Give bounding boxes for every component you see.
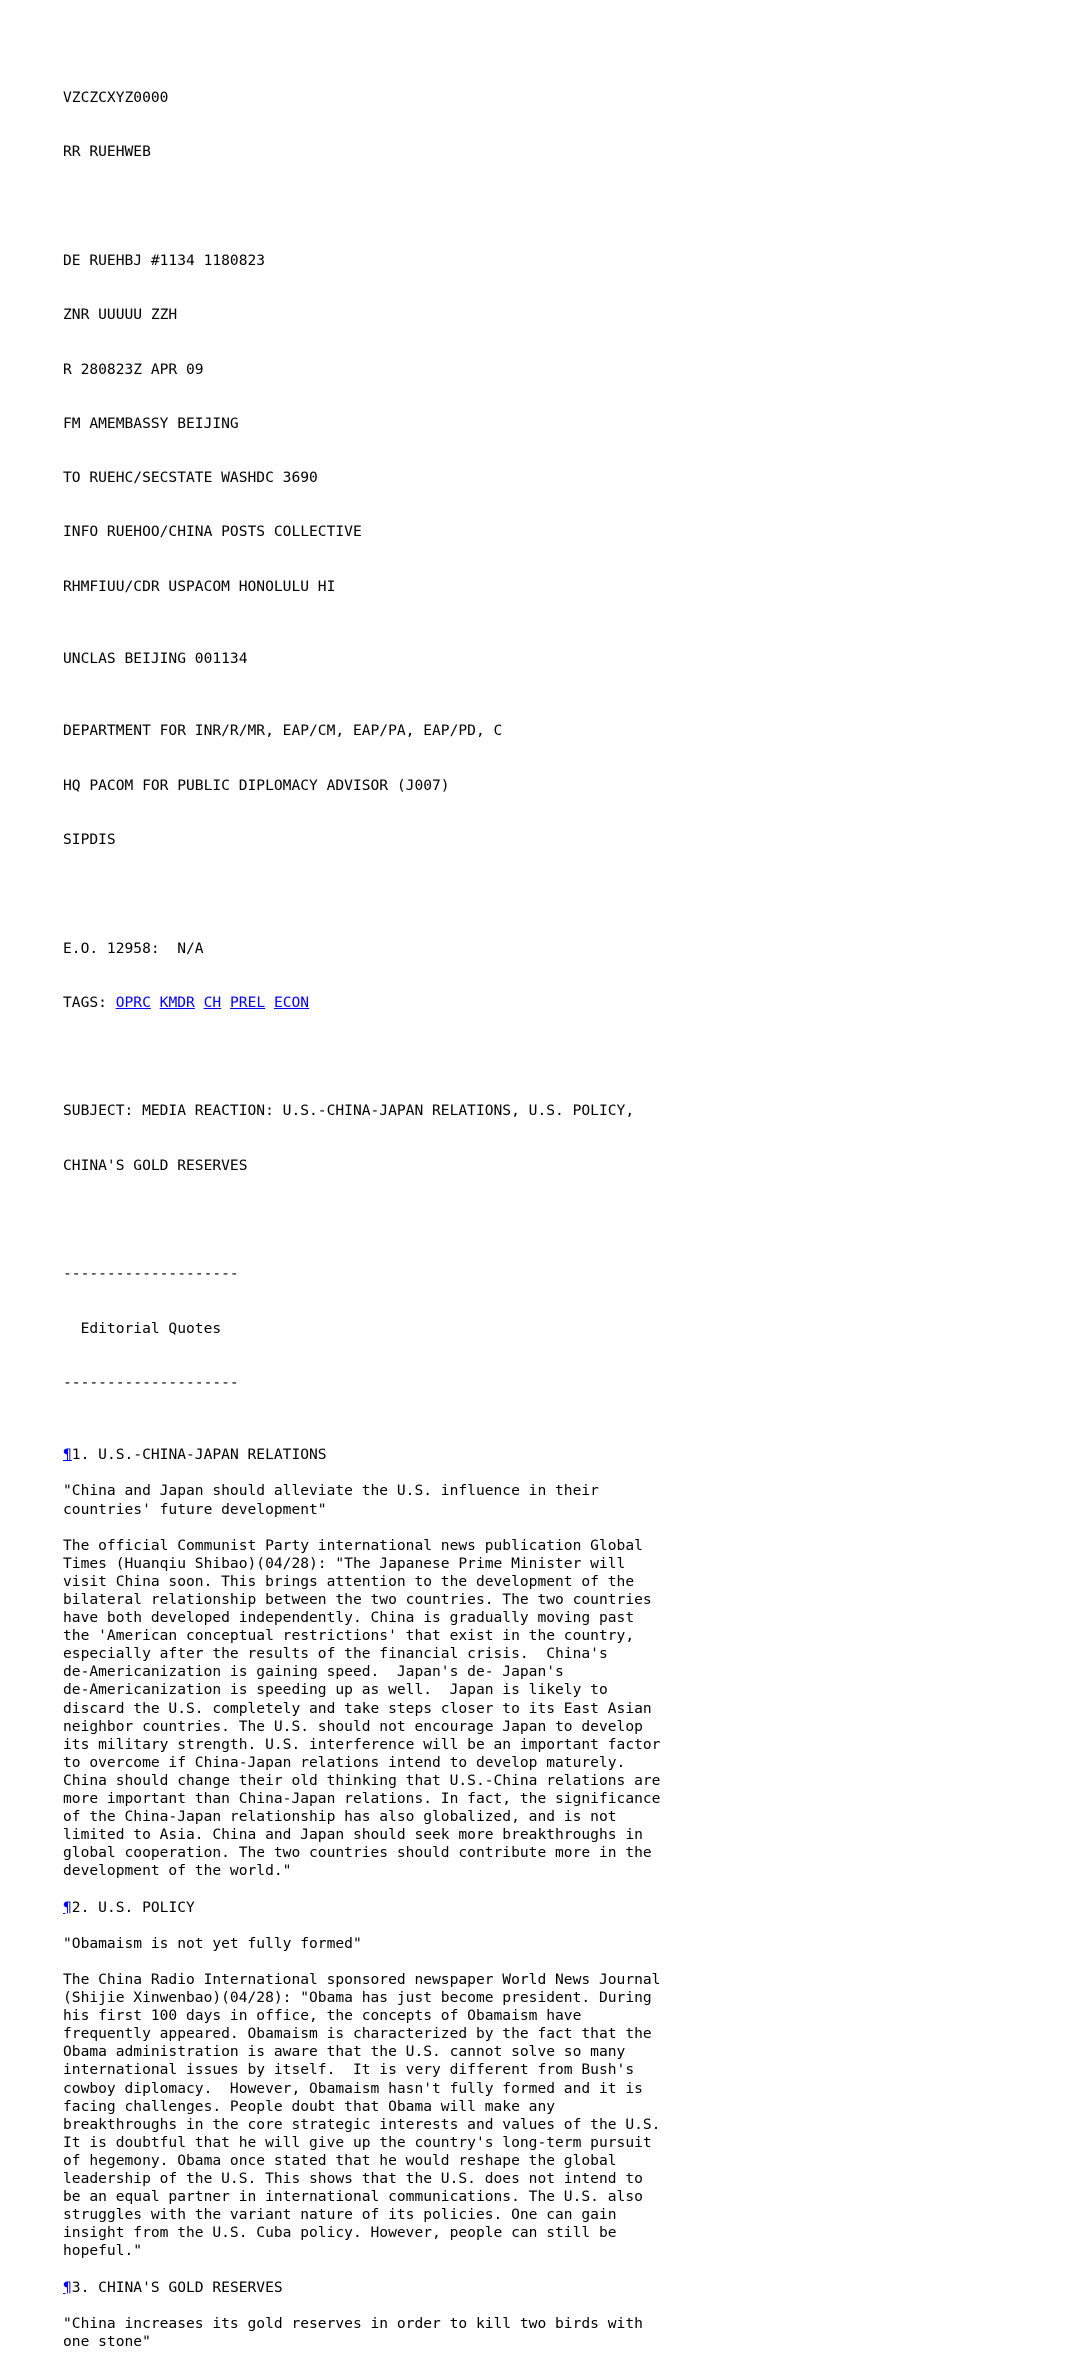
body-line: (Shijie Xinwenbao)(04/28): "Obama has just become president. During (63, 1989, 652, 2007)
body-line: visit China soon. This brings attention to the development of the (63, 1572, 635, 1590)
body-line: bilateral relationship between the two countries. The two countries (63, 1590, 652, 1608)
section-heading-2 (63, 1899, 1053, 1917)
body-line: development of the world." (63, 1862, 292, 1880)
body-line: China should change their old thinking that U.S.-China relations are (63, 1771, 661, 1789)
section-body-2 (63, 1971, 1053, 2261)
section-quote-1 (63, 1482, 1053, 1518)
body-line: have both developed independently. China is gradually moving past (63, 1609, 635, 1627)
body-line: global cooperation. The two countries should contribute more in the (63, 1844, 652, 1862)
tags-label: TAGS: (63, 993, 116, 1011)
eo-tags-block (63, 903, 1053, 1048)
sections-container (63, 1446, 1053, 2351)
section-quote-2 (63, 1935, 1053, 1953)
routing-line: INFO RUEHOO/CHINA POSTS COLLECTIVE (63, 523, 362, 541)
body-line: more important than China-Japan relations. In fact, the significance (63, 1790, 661, 1807)
divider-rule: -------------------- (63, 1373, 239, 1391)
body-line: insight from the U.S. Cuba policy. However, people can still be (63, 2224, 617, 2242)
routing-line: TO RUEHC/SECSTATE WASHDC 3690 (63, 469, 318, 487)
body-line: breakthroughs in the core strategic interests and values of the U.S. (63, 2115, 661, 2133)
cable-document (63, 53, 1053, 2369)
quote-line: countries' future development" (63, 1500, 327, 1518)
distribution-block (63, 686, 1053, 885)
paragraph-anchor-link[interactable]: ¶ (63, 1446, 72, 1464)
body-line: de-Americanization is gaining speed. Japan's de- Japan's (63, 1663, 564, 1681)
editorial-header (63, 1229, 1053, 1428)
distribution-line: SIPDIS (63, 831, 116, 849)
body-line: The China Radio International sponsored newspaper World News Journal (63, 1970, 661, 1988)
tag-link-econ[interactable]: ECON (273, 993, 310, 1011)
tags-line (63, 994, 1053, 1012)
body-line: neighbor countries. The U.S. should not encourage Japan to develop (63, 1717, 643, 1735)
body-line: The official Communist Party international news publication Global (63, 1536, 643, 1554)
body-line: its military strength. U.S. interference will be an important factor (63, 1735, 661, 1753)
routing-line: FM AMEMBASSY BEIJING (63, 414, 239, 432)
header-block (63, 53, 1053, 198)
quote-line: one stone" (63, 2332, 151, 2350)
quote-line: "China and Japan should alleviate the U.S. influence in their (63, 1482, 599, 1500)
body-line: It is doubtful that he will give up the country's long-term pursuit (63, 2133, 652, 2151)
body-line: limited to Asia. China and Japan should seek more breakthroughs in (63, 1826, 643, 1844)
body-line: leadership of the U.S. This shows that the U.S. does not intend to (63, 2169, 643, 2187)
section-heading-text: 1. U.S.-CHINA-JAPAN RELATIONS (71, 1446, 327, 1464)
routing-line: ZNR UUUUU ZZH (63, 306, 178, 324)
subject-line: CHINA'S GOLD RESERVES (63, 1156, 248, 1174)
body-line: facing challenges. People doubt that Obama will make any (63, 2097, 556, 2115)
section-heading-1 (63, 1446, 1053, 1464)
editorial-title: Editorial Quotes (63, 1319, 222, 1337)
routing-line: R 280823Z APR 09 (63, 360, 204, 378)
tag-link-kmdr[interactable]: KMDR (159, 993, 195, 1011)
header-line: RR RUEHWEB (63, 143, 151, 161)
header-line: VZCZCXYZ0000 (63, 89, 169, 107)
section-heading-3 (63, 2279, 1053, 2297)
tag-link-oprc[interactable]: OPRC (115, 993, 151, 1011)
body-line: Obama administration is aware that the U.S. cannot solve so many (63, 2043, 626, 2061)
body-line: of the China-Japan relationship has also globalized, and is not (63, 1808, 617, 1826)
routing-block (63, 216, 1053, 632)
section-quote-3 (63, 2315, 1053, 2351)
body-line: be an equal partner in international communications. The U.S. also (63, 2188, 643, 2206)
classification-line: UNCLAS BEIJING 001134 (63, 650, 248, 668)
routing-line: RHMFIUU/CDR USPACOM HONOLULU HI (63, 577, 336, 595)
body-line: de-Americanization is speeding up as well. Japan is likely to (63, 1681, 608, 1699)
distribution-line: HQ PACOM FOR PUBLIC DIPLOMACY ADVISOR (J007) (63, 776, 450, 794)
body-line: frequently appeared. Obamaism is characterized by the fact that the (63, 2025, 652, 2043)
eo-line: E.O. 12958: N/A (63, 939, 204, 957)
tag-link-ch[interactable]: CH (203, 993, 222, 1011)
section-body-1 (63, 1537, 1053, 1881)
distribution-line: DEPARTMENT FOR INR/R/MR, EAP/CM, EAP/PA, EAP/PD, C (63, 722, 503, 740)
section-heading-text: 3. CHINA'S GOLD RESERVES (71, 2278, 283, 2296)
body-line: the 'American conceptual restrictions' that exist in the country, (63, 1627, 635, 1645)
paragraph-anchor-link[interactable]: ¶ (63, 2278, 72, 2296)
subject-line: SUBJECT: MEDIA REACTION: U.S.-CHINA-JAPAN RELATIONS, U.S. POLICY, (63, 1102, 635, 1120)
paragraph-anchor-link[interactable]: ¶ (63, 1898, 72, 1916)
divider-rule: -------------------- (63, 1265, 239, 1283)
body-line: hopeful." (63, 2242, 143, 2260)
body-line: international issues by itself. It is very different from Bush's (63, 2061, 635, 2079)
body-line: his first 100 days in office, the concepts of Obamaism have (63, 2007, 582, 2025)
section-heading-text: 2. U.S. POLICY (71, 1898, 195, 1916)
body-line: to overcome if China-Japan relations intend to develop maturely. (63, 1753, 626, 1771)
body-line: Times (Huanqiu Shibao)(04/28): "The Japanese Prime Minister will (63, 1554, 626, 1572)
routing-line: DE RUEHBJ #1134 1180823 (63, 252, 266, 270)
body-line: especially after the results of the financial crisis. China's (63, 1645, 608, 1663)
tag-link-prel[interactable]: PREL (230, 993, 266, 1011)
body-line: of hegemony. Obama once stated that he would reshape the global (63, 2151, 617, 2169)
subject-block (63, 1066, 1053, 1211)
body-line: discard the U.S. completely and take steps closer to its East Asian (63, 1699, 652, 1717)
body-line: cowboy diplomacy. However, Obamaism hasn't fully formed and it is (63, 2079, 643, 2097)
quote-line: "Obamaism is not yet fully formed" (63, 1934, 362, 1952)
quote-line: "China increases its gold reserves in order to kill two birds with (63, 2314, 643, 2332)
body-line: struggles with the variant nature of its policies. One can gain (63, 2206, 617, 2224)
